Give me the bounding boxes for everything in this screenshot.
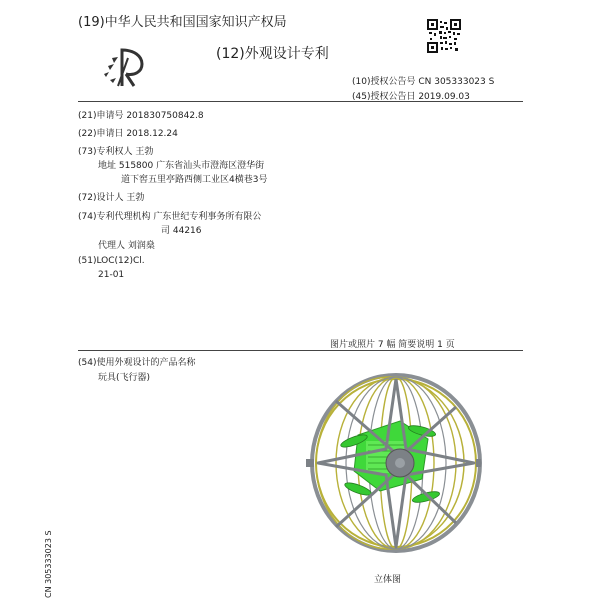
loc-code: 21-01 [98,270,125,280]
qr-code-icon [427,19,461,53]
product-name-heading: (54)使用外观设计的产品名称 [78,358,196,368]
images-note: 图片或照片 7 幅 简要说明 1 页 [330,340,455,350]
publication-number: (10)授权公告号 CN 305333023 S [352,77,495,87]
agency-line-1: (74)专利代理机构 广东世纪专利事务所有限公 [78,212,262,222]
product-perspective-figure [296,371,482,557]
product-name: 玩具(飞行器) [98,373,151,383]
agency-line-2: 司 44216 [161,226,202,236]
cnipa-emblem-icon [100,44,148,90]
patentee: (73)专利权人 王勃 [78,147,154,157]
header-divider [78,101,523,102]
authority-title: (19)中华人民共和国国家知识产权局 [78,15,287,30]
application-number: (21)申请号 201830750842.8 [78,111,204,121]
section-divider [78,350,523,351]
agent: 代理人 刘润燊 [98,241,155,251]
loc-classification: (51)LOC(12)Cl. [78,256,145,266]
filing-date: (22)申请日 2018.12.24 [78,129,178,139]
publication-date: (45)授权公告日 2019.09.03 [352,92,470,102]
designer: (72)设计人 王勃 [78,193,145,203]
document-type: (12)外观设计专利 [216,46,329,62]
address-line-1: 地址 515800 广东省汕头市澄海区澄华街 [98,161,265,171]
figure-caption: 立体图 [374,575,402,585]
address-line-2: 道下窖五里亭路西侧工业区4横巷3号 [121,175,268,185]
side-publication-number: CN 305333023 S [44,530,53,598]
